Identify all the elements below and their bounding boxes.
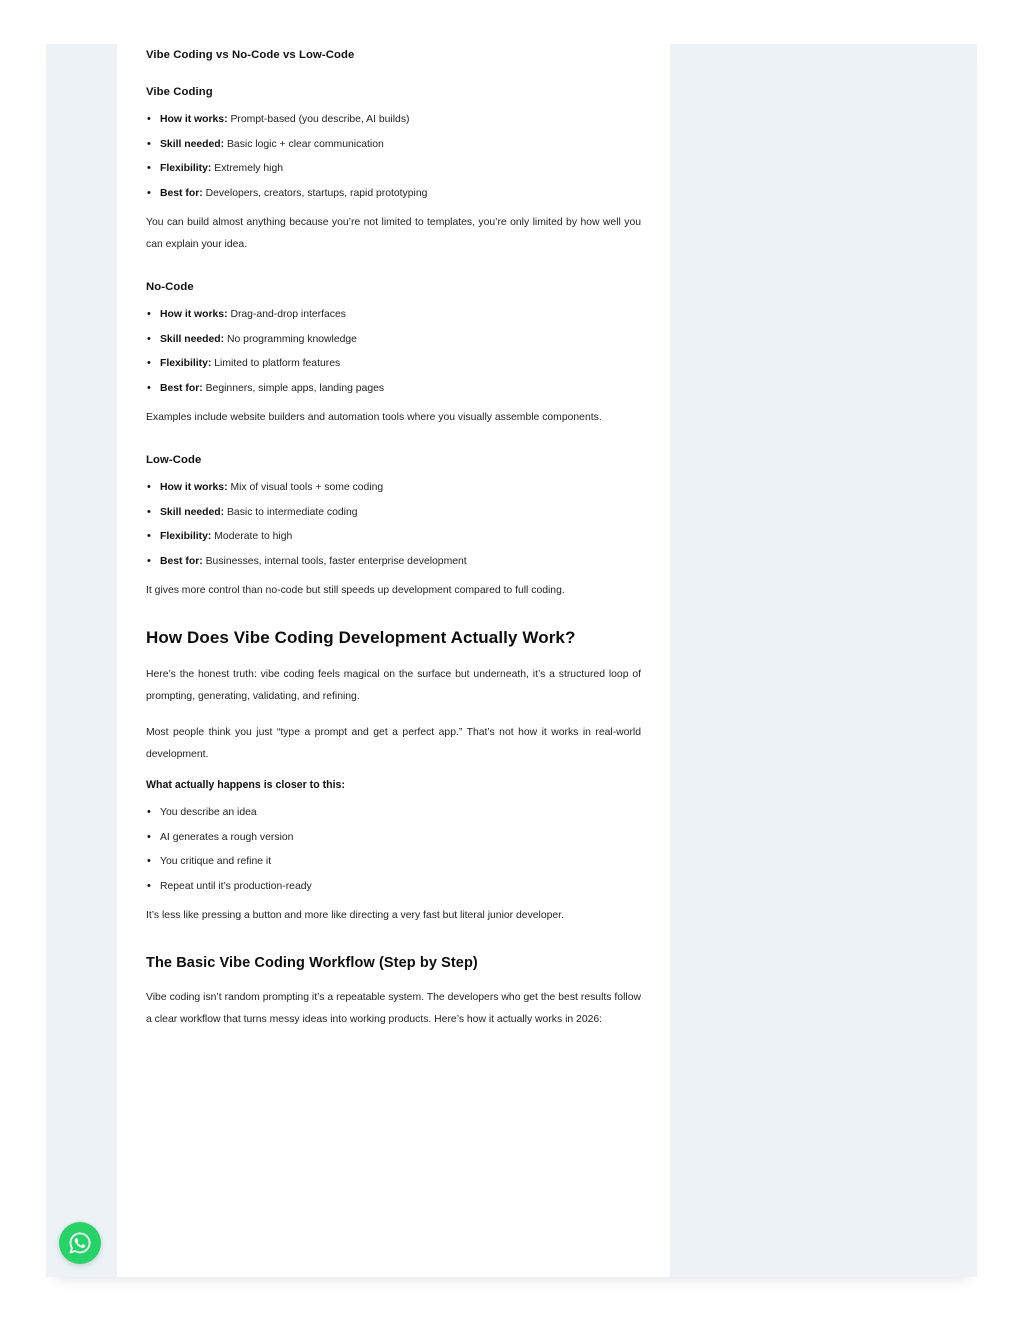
whatsapp-button[interactable]: [59, 1222, 101, 1264]
bullet-label: Best for:: [160, 187, 203, 199]
article-card: [117, 44, 670, 1277]
list-item: [146, 139, 641, 151]
list-item: [146, 881, 641, 893]
comparison-section-no-code: [146, 280, 641, 429]
content-section-background: [46, 44, 977, 1277]
bullet-label: Flexibility:: [160, 163, 212, 174]
list-item: [146, 531, 641, 543]
list-item: [146, 358, 641, 370]
comparison-section-vibe-coding: [146, 85, 641, 256]
comparison-section-low-code: [146, 453, 641, 602]
bullet-label: How it works:: [160, 482, 228, 493]
section-heading: Low-Code: [146, 454, 202, 466]
what-happens-line: What actually happens is closer to this:: [146, 779, 345, 791]
bullet-label: How it works:: [160, 114, 228, 125]
list-item: [146, 556, 641, 568]
bullet-label: Flexibility:: [160, 358, 212, 369]
section-heading: Vibe Coding: [146, 86, 213, 98]
how-paragraph-2: Most people think you just “type a prompt and get a perfect app.” That’s not how it works in real-world development.: [146, 727, 641, 760]
list-item: [146, 309, 641, 321]
step-text: You describe an idea: [160, 807, 257, 818]
bullet-text: Limited to platform features: [214, 358, 341, 369]
feature-list: [146, 114, 641, 200]
step-text: You critique and refine it: [160, 856, 272, 867]
bullet-text: Prompt-based (you describe, AI builds): [230, 114, 410, 125]
bullet-label: Skill needed:: [160, 333, 225, 345]
comparison-title: Vibe Coding vs No-Code vs Low-Code: [146, 49, 355, 61]
list-item: [146, 163, 641, 175]
step-text: Repeat until it’s production-ready: [160, 880, 312, 892]
list-item: [146, 482, 641, 494]
list-item: [146, 856, 641, 868]
feature-list: [146, 482, 641, 568]
bullet-text: Beginners, simple apps, landing pages: [205, 382, 385, 394]
bullet-text: Developers, creators, startups, rapid prototyping: [205, 187, 428, 199]
bullet-text: Extremely high: [214, 163, 284, 174]
bullet-label: Skill needed:: [160, 506, 225, 518]
workflow-paragraph: Vibe coding isn’t random prompting it’s a repeatable system. The developers who get the best results follow a clear workflow that turns messy ideas into working products. Here’s how it actually works in 2026:: [146, 992, 641, 1025]
list-item: [146, 188, 641, 200]
bullet-text: No programming knowledge: [227, 333, 357, 345]
list-item: [146, 334, 641, 346]
step-text: AI generates a rough version: [160, 831, 294, 843]
list-item: [146, 507, 641, 519]
steps-footer-paragraph: It’s less like pressing a button and more like directing a very fast but literal junior developer.: [146, 910, 564, 921]
feature-list: [146, 309, 641, 395]
section-footer-paragraph: It gives more control than no-code but still speeds up development compared to full coding.: [146, 585, 565, 596]
how-paragraph-1: Here’s the honest truth: vibe coding feels magical on the surface but underneath, it’s a structured loop of prompting, generating, validating, and refining.: [146, 669, 641, 702]
bullet-label: Skill needed:: [160, 138, 225, 150]
workflow-heading: The Basic Vibe Coding Workflow (Step by Step): [146, 955, 478, 971]
bullet-label: Best for:: [160, 382, 203, 394]
list-item: [146, 807, 641, 819]
list-item: [146, 114, 641, 126]
bullet-label: Best for:: [160, 555, 203, 567]
bullet-text: Mix of visual tools + some coding: [230, 482, 384, 493]
bullet-label: How it works:: [160, 309, 228, 320]
list-item: [146, 383, 641, 395]
how-it-works-heading: How Does Vibe Coding Development Actually Work?: [146, 628, 576, 647]
section-heading: No-Code: [146, 281, 194, 293]
bullet-text: Basic to intermediate coding: [227, 506, 358, 518]
bullet-text: Basic logic + clear communication: [227, 138, 384, 150]
whatsapp-icon: [68, 1231, 92, 1255]
bullet-text: Drag-and-drop interfaces: [230, 309, 346, 320]
section-footer-paragraph: You can build almost anything because you’re not limited to templates, you’re only limited by how well you can explain your idea.: [146, 217, 641, 250]
bullet-label: Flexibility:: [160, 531, 212, 542]
section-footer-paragraph: Examples include website builders and automation tools where you visually assemble components.: [146, 412, 602, 423]
steps-list: [146, 807, 641, 893]
list-item: [146, 832, 641, 844]
bullet-text: Businesses, internal tools, faster enterprise development: [205, 555, 467, 567]
bullet-text: Moderate to high: [214, 531, 293, 542]
